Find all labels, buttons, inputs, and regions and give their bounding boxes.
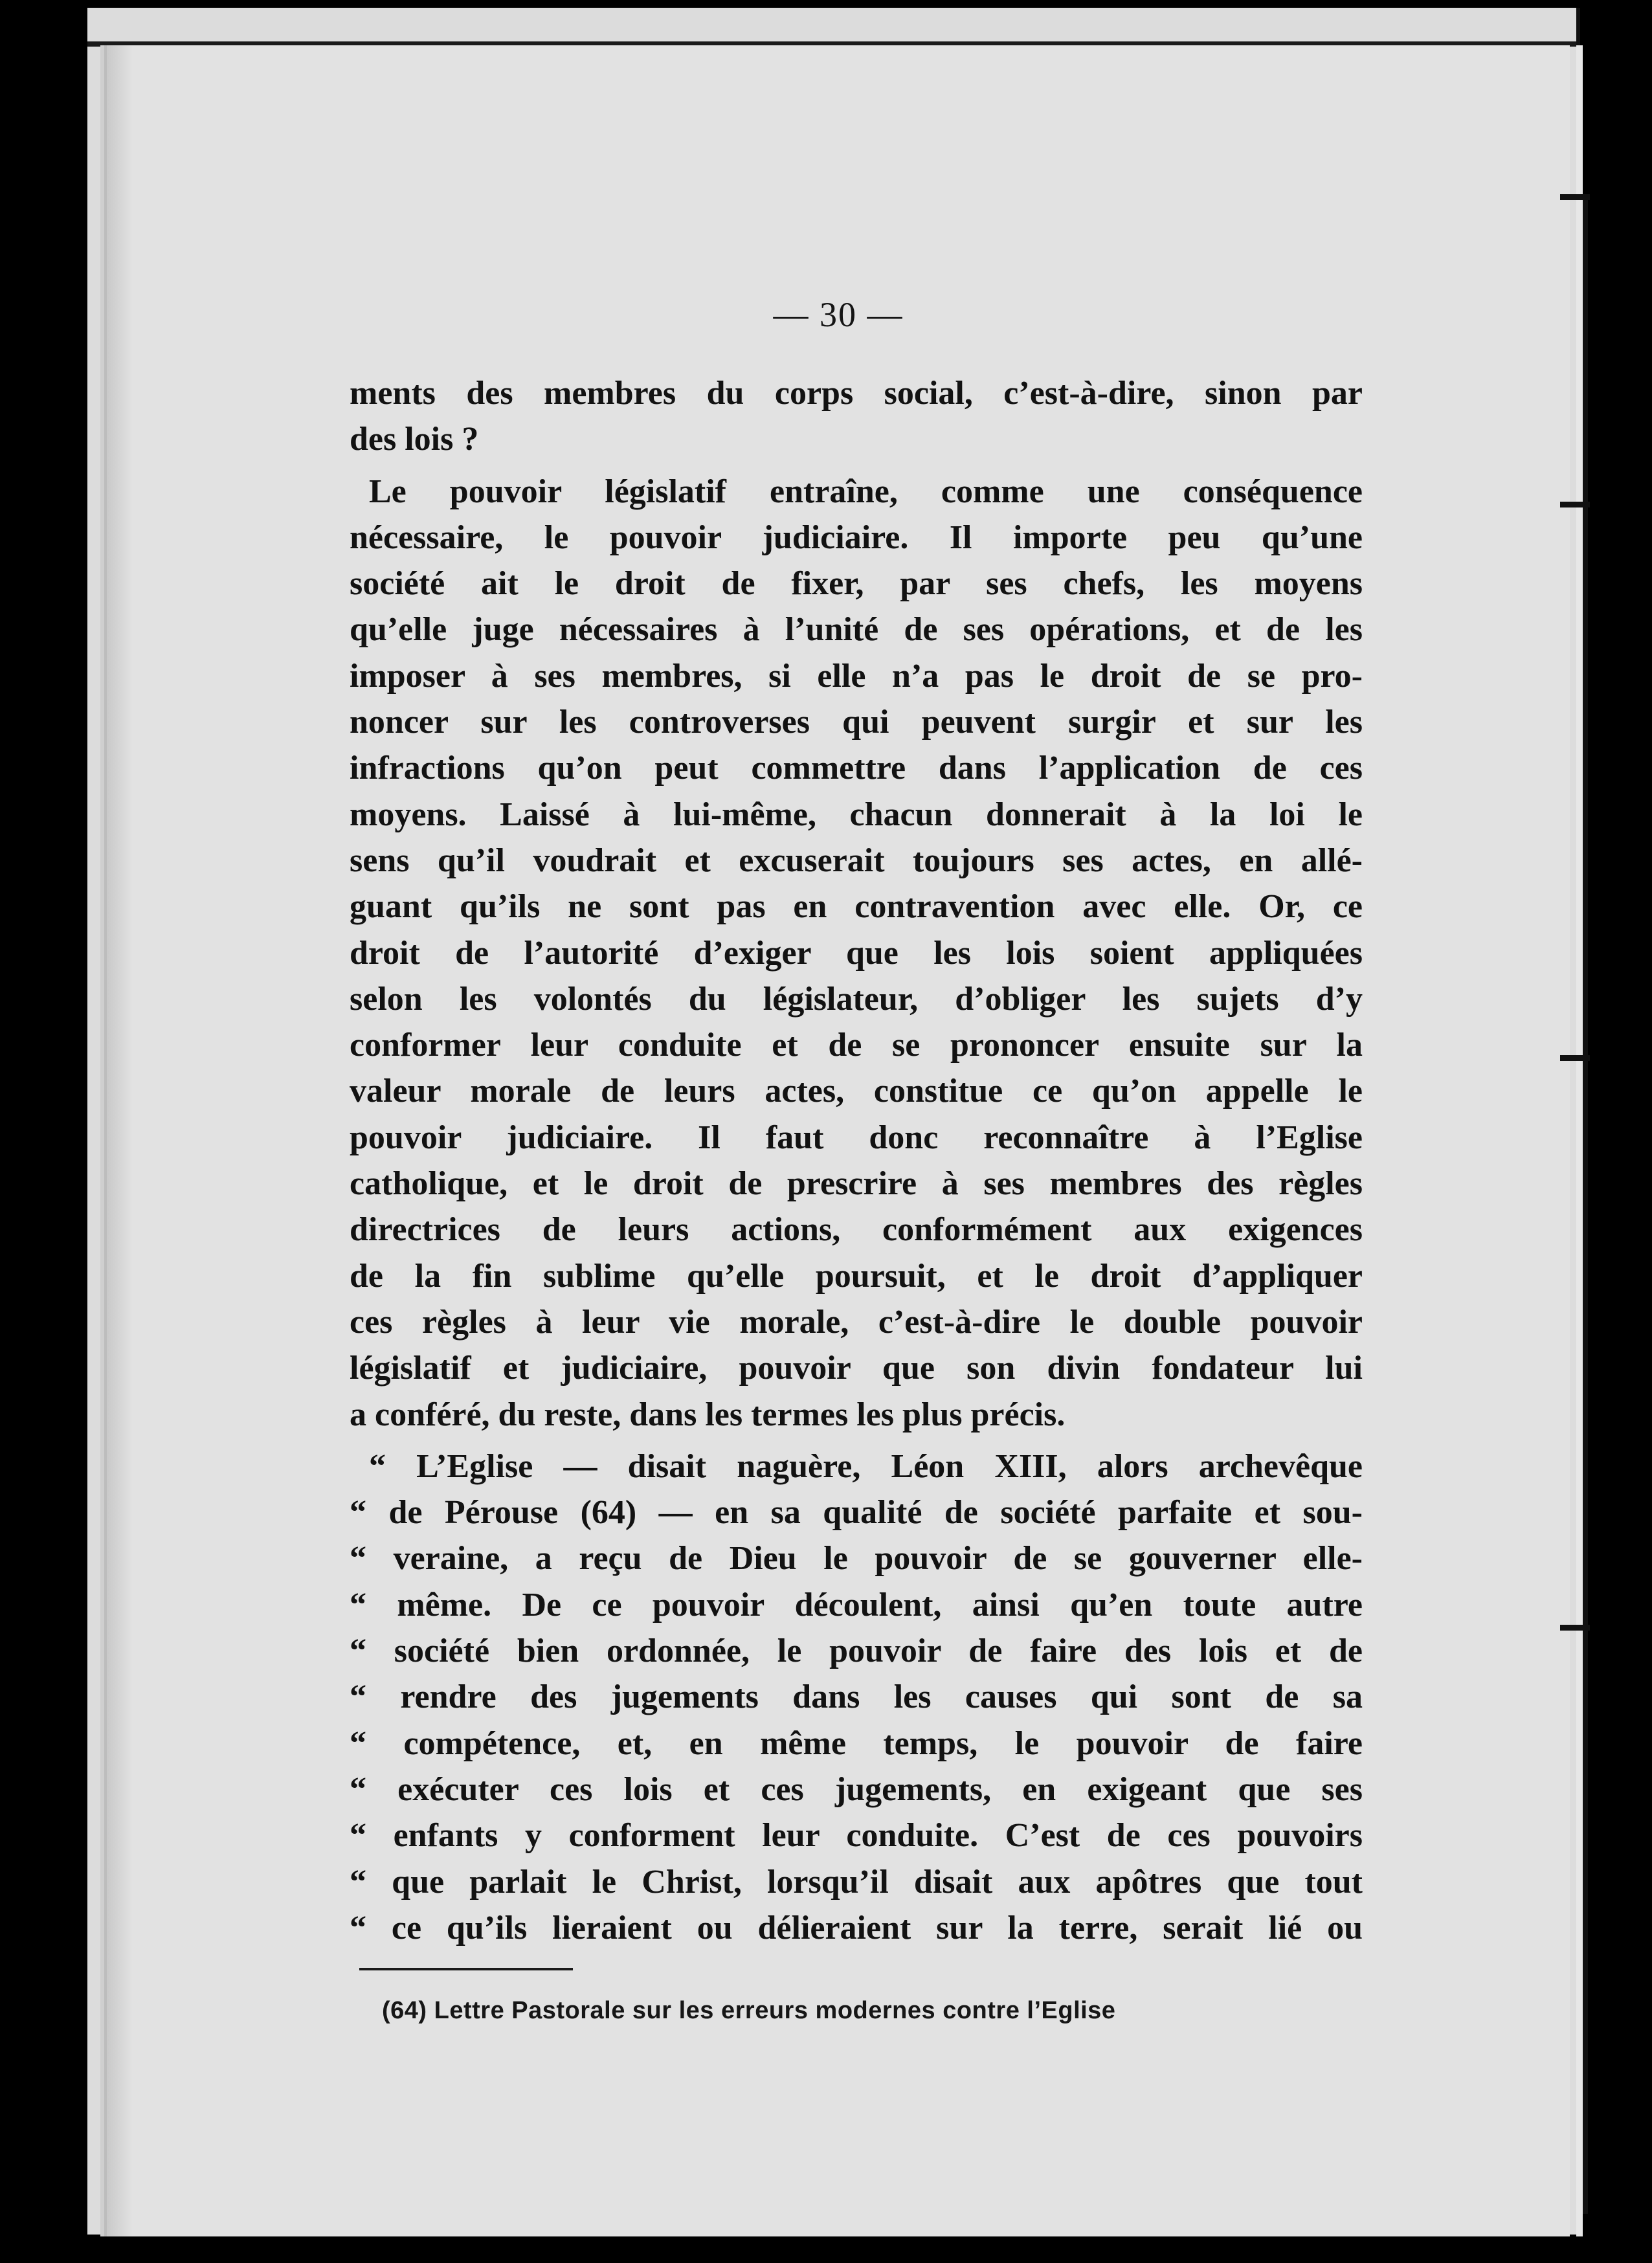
margin-tick xyxy=(1560,1625,1590,1631)
margin-tick xyxy=(1560,502,1590,507)
text-line: directrices de leurs actions, conformément aux exigences xyxy=(350,1211,1363,1249)
text-line: “ société bien ordonnée, le pouvoir de faire des lois et de xyxy=(350,1633,1363,1670)
text-line: valeur morale de leurs actes, constitue ce qu’on appelle le xyxy=(350,1073,1363,1110)
text-line: moyens. Laissé à lui-même, chacun donnerait à la loi le xyxy=(350,796,1363,833)
text-line: “ compétence, et, en même temps, le pouvoir de faire xyxy=(350,1724,1363,1762)
page-number: — 30 — xyxy=(773,295,904,334)
text-line: des lois ? xyxy=(350,421,479,458)
text-line: “ ce qu’ils lieraient ou délieraient sur la terre, serait lié ou xyxy=(350,1909,1363,1946)
right-margin-rule xyxy=(1583,194,1588,2214)
text-line: société ait le droit de fixer, par ses chefs, les moyens xyxy=(350,565,1363,603)
text-line: de la fin sublime qu’elle poursuit, et le droit d’appliquer xyxy=(350,1257,1363,1295)
text-line: “ veraine, a reçu de Dieu le pouvoir de se gouverner elle- xyxy=(350,1540,1363,1577)
text-line: infractions qu’on peut commettre dans l’application de ces xyxy=(350,750,1363,787)
footnote: (64) Lettre Pastorale sur les erreurs modernes contre l’Eglise xyxy=(382,1997,1116,2024)
text-line: “ rendre des jugements dans les causes qui sont de sa xyxy=(350,1678,1363,1716)
text-line: nécessaire, le pouvoir judiciaire. Il importe peu qu’une xyxy=(350,518,1363,556)
text-line: “ L’Eglise — disait naguère, Léon XIII, alors archevêque xyxy=(369,1447,1363,1485)
text-line: “ même. De ce pouvoir découlent, ainsi qu’en toute autre xyxy=(350,1586,1363,1623)
paragraph-judicial-power xyxy=(350,469,1363,1438)
text-line: droit de l’autorité d’exiger que les lois soient appliquées xyxy=(350,934,1363,972)
text-line: sens qu’il voudrait et excuserait toujours ses actes, en allé- xyxy=(350,842,1363,879)
text-line: “ exécuter ces lois et ces jugements, en exigeant que ses xyxy=(350,1770,1363,1808)
text-line: selon les volontés du législateur, d’obliger les sujets d’y xyxy=(350,980,1363,1018)
paragraph-quotation xyxy=(350,1444,1363,1951)
text-line: Le pouvoir législatif entraîne, comme une conséquence xyxy=(369,473,1363,510)
text-line: noncer sur les controverses qui peuvent surgir et sur les xyxy=(350,704,1363,741)
margin-tick xyxy=(1560,194,1590,200)
text-line: qu’elle juge nécessaires à l’unité de ses opérations, et de les xyxy=(350,611,1363,649)
text-line: ces règles à leur vie morale, c’est-à-dire le double pouvoir xyxy=(350,1303,1363,1341)
text-line: “ que parlait le Christ, lorsqu’il disait aux apôtres que tout xyxy=(350,1863,1363,1901)
margin-tick xyxy=(1560,1055,1590,1061)
text-line: imposer à ses membres, si elle n’a pas le droit de se pro- xyxy=(350,657,1363,695)
text-line: conformer leur conduite et de se prononcer ensuite sur la xyxy=(350,1027,1363,1064)
text-line: “ enfants y conforment leur conduite. C’est de ces pouvoirs xyxy=(350,1817,1363,1855)
text-line: catholique, et le droit de prescrire à ses membres des règles xyxy=(350,1165,1363,1203)
body-text xyxy=(350,370,1363,1951)
page-edge-shadow xyxy=(107,45,133,2236)
text-line: guant qu’ils ne sont pas en contravention avec elle. Or, ce xyxy=(350,888,1363,926)
text-line: a conféré, du reste, dans les termes les plus précis. xyxy=(350,1396,1066,1433)
text-line: “ de Pérouse (64) — en sa qualité de société parfaite et sou- xyxy=(350,1494,1363,1532)
footnote-separator xyxy=(359,1968,573,1970)
text-line: ments des membres du corps social, c’est-à-dire, sinon par xyxy=(350,375,1363,412)
paragraph-continuation xyxy=(350,370,1363,463)
text-line: législatif et judiciaire, pouvoir que son divin fondateur lui xyxy=(350,1350,1363,1387)
right-margin-strip xyxy=(1576,45,1583,2236)
text-line: pouvoir judiciaire. Il faut donc reconnaître à l’Eglise xyxy=(350,1119,1363,1156)
